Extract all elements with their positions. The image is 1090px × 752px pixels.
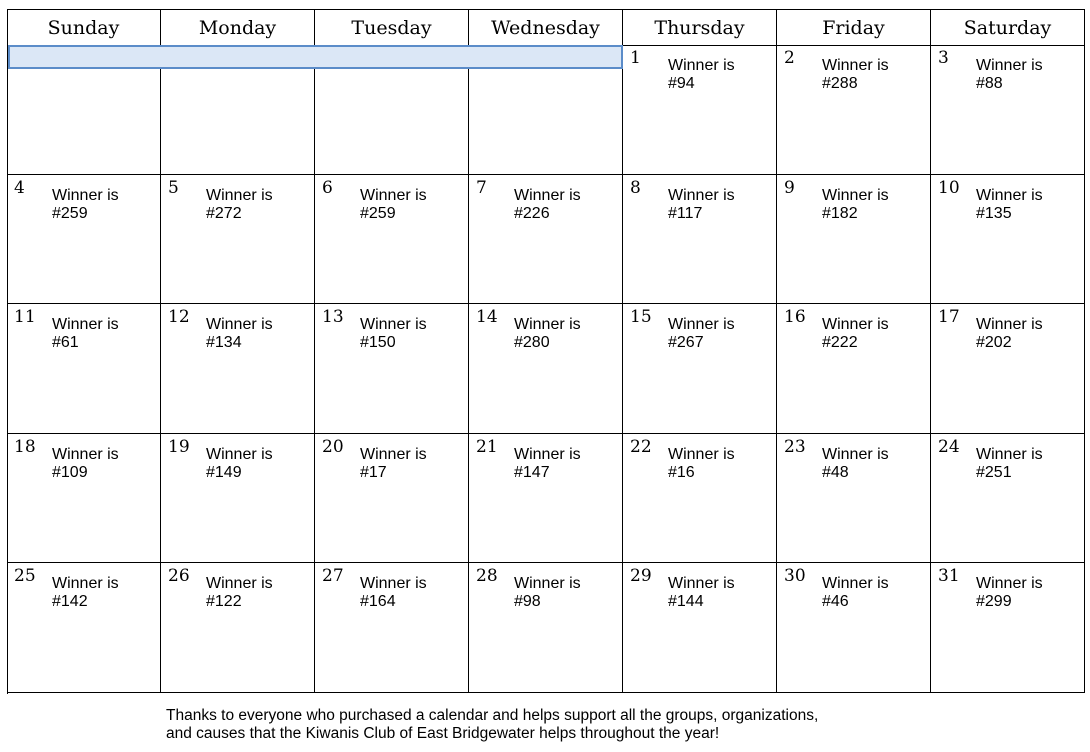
day-number: 29	[630, 566, 652, 586]
winner-text	[52, 446, 152, 482]
winner-label: Winner is	[668, 187, 735, 204]
winner-label: Winner is	[360, 575, 427, 592]
day-number: 14	[476, 307, 498, 327]
winner-text	[360, 316, 460, 352]
winner-number: #94	[668, 75, 695, 92]
calendar-grid	[7, 9, 1085, 694]
weekday-header-thursday: Thursday	[623, 10, 777, 46]
winner-number: #109	[52, 464, 88, 481]
day-cell[interactable]	[7, 434, 161, 563]
day-cell[interactable]	[623, 175, 777, 304]
winner-number: #61	[52, 334, 79, 351]
day-cell[interactable]	[777, 175, 931, 304]
winner-text	[206, 575, 306, 611]
day-cell[interactable]	[469, 304, 623, 434]
day-cell[interactable]	[315, 434, 469, 563]
winner-text	[976, 446, 1076, 482]
winner-label: Winner is	[52, 187, 119, 204]
winner-label: Winner is	[822, 446, 889, 463]
day-number: 11	[14, 307, 36, 327]
winner-label: Winner is	[514, 187, 581, 204]
day-cell[interactable]	[931, 434, 1085, 563]
day-cell[interactable]	[931, 45, 1085, 175]
selection-highlight	[8, 45, 623, 69]
day-cell[interactable]	[931, 304, 1085, 434]
winner-number: #149	[206, 464, 242, 481]
winner-number: #272	[206, 205, 242, 222]
winner-number: #17	[360, 464, 387, 481]
winner-label: Winner is	[360, 316, 427, 333]
winner-label: Winner is	[52, 575, 119, 592]
winner-label: Winner is	[514, 316, 581, 333]
winner-text	[668, 187, 768, 223]
day-number: 26	[168, 566, 190, 586]
winner-text	[668, 57, 768, 93]
winner-number: #164	[360, 593, 396, 610]
winner-text	[668, 575, 768, 611]
winner-text	[668, 316, 768, 352]
day-number: 20	[322, 437, 344, 457]
weekday-header-sunday: Sunday	[7, 10, 161, 46]
winner-label: Winner is	[822, 57, 889, 74]
day-number: 25	[14, 566, 36, 586]
day-cell[interactable]	[623, 45, 777, 175]
day-number: 27	[322, 566, 344, 586]
day-number: 31	[938, 566, 960, 586]
day-cell[interactable]	[315, 304, 469, 434]
winner-label: Winner is	[514, 446, 581, 463]
winner-label: Winner is	[668, 316, 735, 333]
winner-text	[206, 187, 306, 223]
day-number: 23	[784, 437, 806, 457]
winner-label: Winner is	[668, 575, 735, 592]
winner-text	[822, 575, 922, 611]
winner-label: Winner is	[822, 316, 889, 333]
winner-number: #147	[514, 464, 550, 481]
day-cell[interactable]	[777, 434, 931, 563]
winner-number: #226	[514, 205, 550, 222]
day-cell[interactable]	[315, 175, 469, 304]
day-number: 17	[938, 307, 960, 327]
winner-label: Winner is	[206, 316, 273, 333]
winner-label: Winner is	[52, 446, 119, 463]
day-number: 24	[938, 437, 960, 457]
winner-text	[976, 187, 1076, 223]
winner-label: Winner is	[976, 575, 1043, 592]
winner-label: Winner is	[52, 316, 119, 333]
winner-text	[514, 446, 614, 482]
winner-number: #144	[668, 593, 704, 610]
winner-text	[360, 446, 460, 482]
day-cell[interactable]	[469, 563, 623, 693]
day-cell[interactable]	[161, 434, 315, 563]
day-cell[interactable]	[7, 563, 161, 693]
day-number: 10	[938, 178, 960, 198]
winner-text	[822, 57, 922, 93]
day-cell[interactable]	[931, 175, 1085, 304]
winner-text	[206, 446, 306, 482]
winner-label: Winner is	[822, 575, 889, 592]
winner-label: Winner is	[668, 446, 735, 463]
day-cell[interactable]	[469, 175, 623, 304]
day-number: 21	[476, 437, 498, 457]
weekday-header-tuesday: Tuesday	[315, 10, 469, 46]
winner-label: Winner is	[668, 57, 735, 74]
winner-label: Winner is	[206, 446, 273, 463]
day-cell[interactable]	[7, 304, 161, 434]
winner-number: #48	[822, 464, 849, 481]
day-number: 18	[14, 437, 36, 457]
winner-text	[52, 575, 152, 611]
day-cell[interactable]	[7, 175, 161, 304]
winner-label: Winner is	[976, 316, 1043, 333]
winner-text	[514, 187, 614, 223]
day-number: 2	[784, 48, 795, 68]
winner-label: Winner is	[206, 575, 273, 592]
day-number: 1	[630, 48, 641, 68]
day-cell[interactable]	[931, 563, 1085, 693]
day-cell[interactable]	[161, 304, 315, 434]
winner-number: #259	[360, 205, 396, 222]
day-number: 22	[630, 437, 652, 457]
day-number: 5	[168, 178, 179, 198]
day-cell[interactable]	[777, 304, 931, 434]
day-cell[interactable]	[777, 563, 931, 693]
weekday-header-monday: Monday	[161, 10, 315, 46]
day-number: 9	[784, 178, 795, 198]
winner-number: #122	[206, 593, 242, 610]
winner-text	[822, 446, 922, 482]
weekday-header-saturday: Saturday	[931, 10, 1085, 46]
winner-text	[976, 57, 1076, 93]
footer-line-1: Thanks to everyone who purchased a calendar and helps support all the groups, organizations,	[166, 707, 819, 724]
winner-text	[360, 187, 460, 223]
day-number: 8	[630, 178, 641, 198]
day-number: 3	[938, 48, 949, 68]
winner-text	[976, 316, 1076, 352]
winner-number: #135	[976, 205, 1012, 222]
winner-number: #134	[206, 334, 242, 351]
day-cell[interactable]	[161, 175, 315, 304]
weekday-header-wednesday: Wednesday	[469, 10, 623, 46]
weekday-header-friday: Friday	[777, 10, 931, 46]
winner-number: #88	[976, 75, 1003, 92]
winner-label: Winner is	[976, 187, 1043, 204]
winner-number: #288	[822, 75, 858, 92]
day-number: 28	[476, 566, 498, 586]
winner-text	[206, 316, 306, 352]
winner-number: #280	[514, 334, 550, 351]
day-cell[interactable]	[623, 304, 777, 434]
winner-text	[976, 575, 1076, 611]
winner-text	[360, 575, 460, 611]
winner-text	[514, 575, 614, 611]
winner-number: #299	[976, 593, 1012, 610]
winner-number: #117	[668, 205, 703, 222]
winner-label: Winner is	[206, 187, 273, 204]
winner-number: #150	[360, 334, 396, 351]
winner-number: #202	[976, 334, 1012, 351]
winner-text	[514, 316, 614, 352]
day-number: 15	[630, 307, 652, 327]
winner-label: Winner is	[976, 57, 1043, 74]
day-cell[interactable]	[623, 563, 777, 693]
winner-number: #222	[822, 334, 858, 351]
footer-note	[166, 707, 966, 743]
winner-number: #267	[668, 334, 704, 351]
winner-label: Winner is	[360, 187, 427, 204]
day-number: 16	[784, 307, 806, 327]
day-cell[interactable]	[777, 45, 931, 175]
winner-number: #16	[668, 464, 695, 481]
day-number: 13	[322, 307, 344, 327]
day-number: 19	[168, 437, 190, 457]
winner-label: Winner is	[976, 446, 1043, 463]
winner-number: #142	[52, 593, 88, 610]
winner-label: Winner is	[360, 446, 427, 463]
winner-number: #259	[52, 205, 88, 222]
day-cell[interactable]	[315, 563, 469, 693]
footer-line-2: and causes that the Kiwanis Club of East Bridgewater helps throughout the year!	[166, 725, 720, 742]
winner-label: Winner is	[822, 187, 889, 204]
winner-text	[822, 316, 922, 352]
winner-text	[52, 316, 152, 352]
winner-number: #46	[822, 593, 849, 610]
winner-text	[822, 187, 922, 223]
winner-text	[668, 446, 768, 482]
winner-number: #182	[822, 205, 858, 222]
day-number: 12	[168, 307, 190, 327]
winner-number: #251	[976, 464, 1012, 481]
winner-label: Winner is	[514, 575, 581, 592]
day-number: 7	[476, 178, 487, 198]
day-number: 4	[14, 178, 25, 198]
day-number: 6	[322, 178, 333, 198]
winner-number: #98	[514, 593, 541, 610]
day-number: 30	[784, 566, 806, 586]
winner-text	[52, 187, 152, 223]
day-cell[interactable]	[161, 563, 315, 693]
day-cell[interactable]	[469, 434, 623, 563]
day-cell[interactable]	[623, 434, 777, 563]
